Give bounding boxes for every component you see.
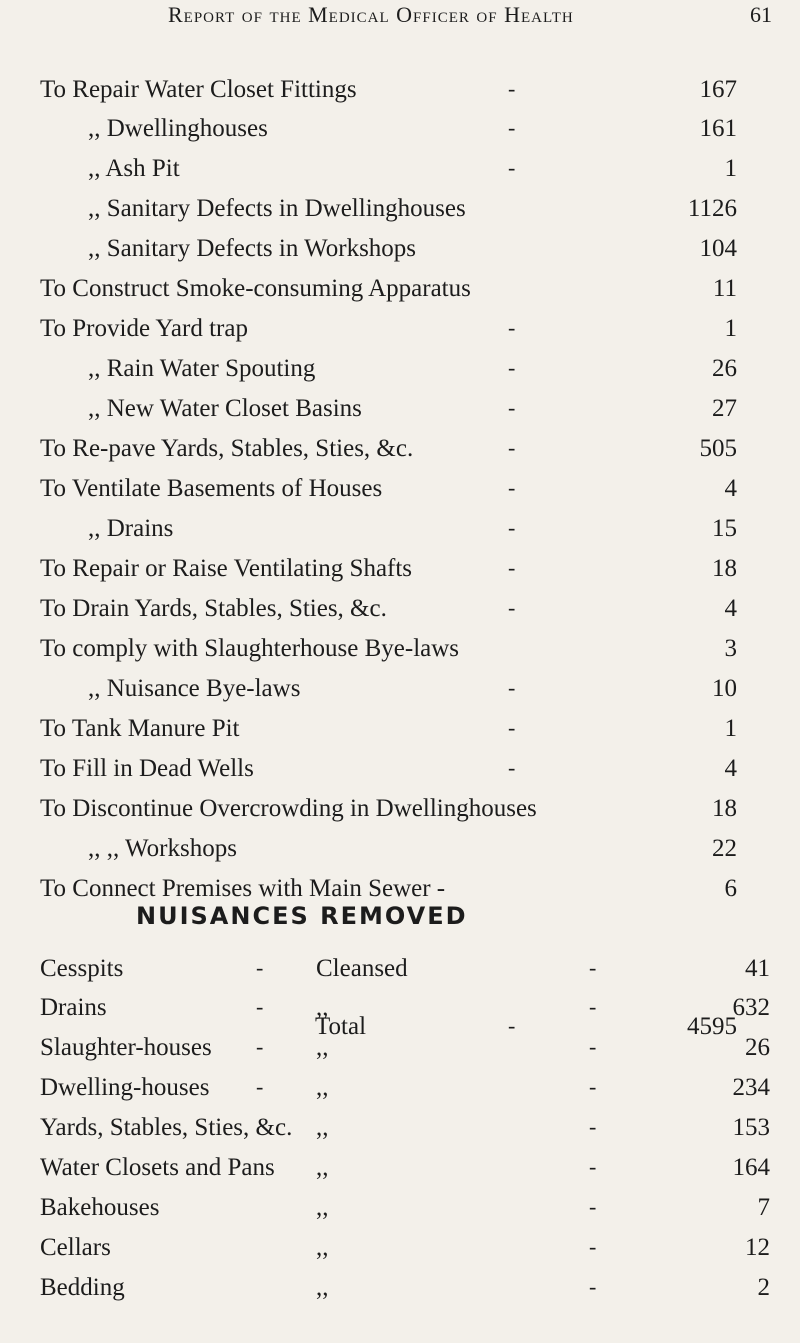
item-label: To Ventilate Basements of Houses	[40, 475, 383, 502]
item-label: Yards, Stables, Sties, &c.	[40, 1114, 293, 1141]
item-dash: -	[589, 994, 597, 1019]
item-dash: -	[508, 675, 516, 700]
page-header	[0, 2, 800, 42]
list-item	[0, 275, 800, 315]
item-dash: -	[508, 355, 516, 380]
list-item	[0, 435, 800, 475]
item-value: 4	[724, 755, 737, 782]
item-label: ,, Dwellinghouses	[88, 115, 268, 142]
item-dash: -	[589, 1034, 597, 1059]
header-title: Report of the Medical Officer of Health	[168, 2, 574, 27]
item-dash: -	[508, 395, 516, 420]
item-label: ,, ,, Workshops	[88, 835, 237, 862]
item-value: 10	[712, 675, 737, 702]
list-item	[0, 76, 800, 116]
list-item	[0, 355, 800, 395]
list-item	[0, 795, 800, 835]
list-item	[0, 155, 800, 195]
item-dash: -	[508, 315, 516, 340]
item-label: ,, Sanitary Defects in Workshops	[88, 235, 417, 262]
list-item	[0, 515, 800, 555]
list-item	[0, 994, 800, 1034]
item-value: 4	[724, 475, 737, 502]
item-value: 1	[724, 155, 737, 182]
item-value: 632	[732, 994, 770, 1021]
list-item	[0, 595, 800, 635]
item-value: 3	[724, 635, 737, 662]
item-label: To Construct Smoke-consuming Apparatus	[40, 275, 471, 302]
item-label: ,, Drains	[88, 515, 174, 542]
section-title: NUISANCES REMOVED	[136, 902, 468, 930]
list-item	[0, 715, 800, 755]
total-value: 4595	[687, 1013, 737, 1040]
item-dash: -	[508, 435, 516, 460]
item-label: To Connect Premises with Main Sewer -	[40, 875, 446, 902]
item-status: Cleansed	[316, 955, 408, 982]
item-value: 12	[745, 1234, 770, 1261]
list-item	[0, 475, 800, 515]
item-dash: -	[589, 1274, 597, 1299]
list-item	[0, 1234, 800, 1274]
item-value: 161	[699, 115, 737, 142]
item-status: ,,	[316, 1274, 329, 1301]
item-dash: -	[508, 515, 516, 540]
page-number: 61	[750, 2, 772, 27]
item-value: 104	[699, 235, 737, 262]
item-label: Dwelling-houses	[40, 1074, 210, 1101]
list-item	[0, 315, 800, 355]
list-item	[0, 1034, 800, 1074]
item-dash: -	[508, 555, 516, 580]
item-value: 164	[732, 1154, 770, 1181]
item-value: 26	[745, 1034, 770, 1061]
item-label: To Repair or Raise Ventilating Shafts	[40, 555, 413, 582]
list-item	[0, 635, 800, 675]
item-label: ,, Ash Pit	[88, 155, 180, 182]
item-value: 234	[732, 1074, 770, 1101]
item-dash: -	[589, 1074, 597, 1099]
total-label: Total	[315, 1013, 367, 1040]
list-item	[0, 395, 800, 435]
item-value: 1126	[687, 195, 737, 222]
list-item	[0, 955, 800, 995]
item-value: 26	[712, 355, 737, 382]
item-status: ,,	[316, 1034, 329, 1061]
item-value: 18	[712, 555, 737, 582]
item-label: To Discontinue Overcrowding in Dwellinghouses	[40, 795, 537, 822]
item-value: 27	[712, 395, 737, 422]
item-value: 6	[724, 875, 737, 902]
item-dash: -	[256, 994, 264, 1019]
list-item	[0, 1074, 800, 1114]
item-label: Bedding	[40, 1274, 125, 1301]
item-label: Water Closets and Pans	[40, 1154, 275, 1181]
list-item	[0, 1114, 800, 1154]
item-label: To Re-pave Yards, Stables, Sties, &c.	[40, 435, 414, 462]
item-label: ,, Rain Water Spouting	[88, 355, 316, 382]
list-item	[0, 235, 800, 275]
item-dash: -	[589, 1154, 597, 1179]
item-label: ,, Nuisance Bye-laws	[88, 675, 301, 702]
item-status: ,,	[316, 1194, 329, 1221]
item-dash: -	[256, 955, 264, 980]
list-item	[0, 1154, 800, 1194]
list-item	[0, 755, 800, 795]
item-dash: -	[589, 955, 597, 980]
item-label: Cellars	[40, 1234, 111, 1261]
item-label: Slaughter-houses	[40, 1034, 212, 1061]
item-dash: -	[589, 1194, 597, 1219]
item-value: 15	[712, 515, 737, 542]
item-dash: -	[508, 755, 516, 780]
item-label: To Drain Yards, Stables, Sties, &c.	[40, 595, 387, 622]
item-value: 4	[724, 595, 737, 622]
item-value: 7	[757, 1194, 770, 1221]
item-dash: -	[508, 475, 516, 500]
item-label: Drains	[40, 994, 107, 1021]
item-status: ,,	[316, 1114, 329, 1141]
item-value: 41	[745, 955, 770, 982]
item-dash: -	[508, 155, 516, 180]
item-label: Cesspits	[40, 955, 124, 982]
item-label: To Fill in Dead Wells	[40, 755, 254, 782]
item-dash: -	[508, 115, 516, 140]
list-item	[0, 115, 800, 155]
item-dash: -	[508, 715, 516, 740]
item-dash: -	[589, 1114, 597, 1139]
item-label: To Repair Water Closet Fittings	[40, 76, 357, 103]
item-label: Bakehouses	[40, 1194, 160, 1221]
item-label: To Tank Manure Pit	[40, 715, 240, 742]
item-label: To Provide Yard trap	[40, 315, 248, 342]
item-value: 2	[757, 1274, 770, 1301]
total-dash: -	[508, 1013, 516, 1038]
item-dash: -	[256, 1034, 264, 1059]
item-label: ,, New Water Closet Basins	[88, 395, 362, 422]
item-status: ,,	[316, 1234, 329, 1261]
item-dash: -	[256, 1074, 264, 1099]
item-value: 11	[712, 275, 737, 302]
item-status: ,,	[316, 994, 329, 1021]
list-item	[0, 1274, 800, 1314]
item-value: 153	[732, 1114, 770, 1141]
list-item	[0, 1194, 800, 1234]
list-item	[0, 555, 800, 595]
item-value: 1	[724, 315, 737, 342]
item-value: 22	[712, 835, 737, 862]
item-status: ,,	[316, 1154, 329, 1181]
item-value: 505	[699, 435, 737, 462]
item-label: ,, Sanitary Defects in Dwellinghouses	[88, 195, 466, 222]
item-dash: -	[508, 76, 516, 101]
item-label: To comply with Slaughterhouse Bye-laws	[40, 635, 460, 662]
item-value: 167	[699, 76, 737, 103]
list-item	[0, 835, 800, 875]
item-dash: -	[589, 1234, 597, 1259]
list-item	[0, 675, 800, 715]
item-value: 18	[712, 795, 737, 822]
list-item	[0, 195, 800, 235]
item-status: ,,	[316, 1074, 329, 1101]
item-dash: -	[508, 595, 516, 620]
item-value: 1	[724, 715, 737, 742]
